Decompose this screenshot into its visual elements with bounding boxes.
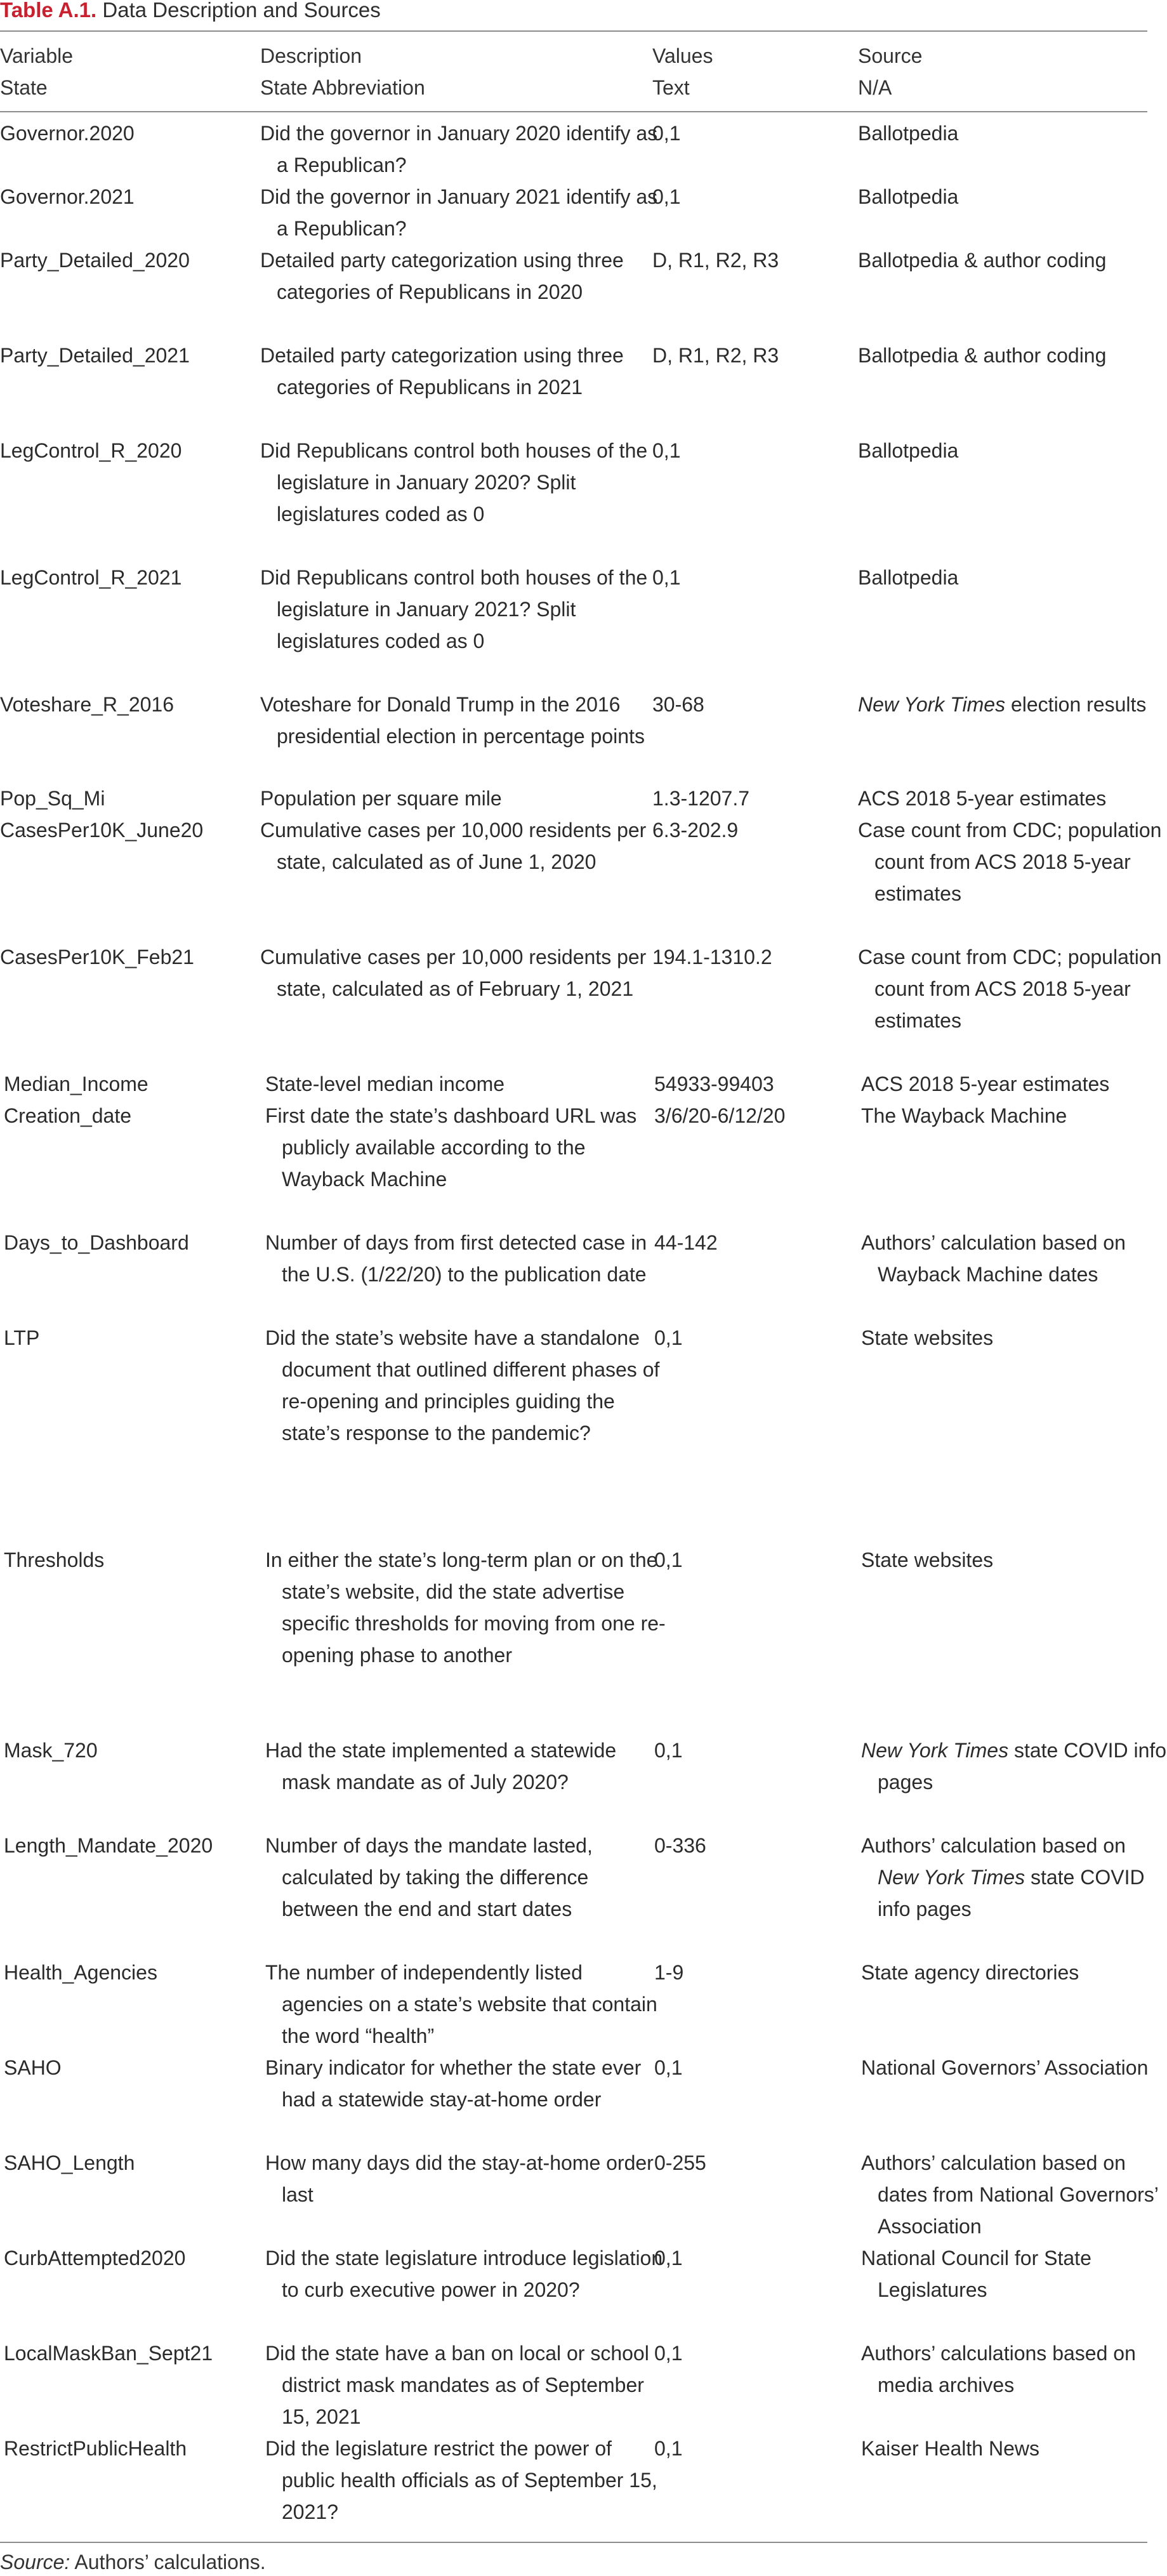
variable-cell: Days_to_Dashboard: [4, 1231, 189, 1254]
description-cell: Population per square mile: [260, 787, 502, 810]
variable-cell: Creation_date: [4, 1104, 132, 1127]
source-cell: [861, 2433, 1167, 2464]
variable-cell: CasesPer10K_Feb21: [0, 946, 194, 968]
values-cell: 0,1: [654, 2437, 683, 2460]
source-text: State agency directories: [861, 1961, 1079, 1984]
values-cell: 0,1: [654, 1739, 683, 1762]
values-cell: 0,1: [652, 122, 681, 145]
description-cell: Did the state’s website have a standalone document that outlined different phases of re-opening and principles guiding the state’s response to the pandemic?: [265, 1326, 660, 1444]
variable-cell: Mask_720: [4, 1739, 98, 1762]
source-cell: [861, 2147, 1167, 2242]
source-cell: [861, 1544, 1167, 1576]
column-header-variable: Variable State: [0, 44, 74, 99]
source-text: Authors’ calculation based on: [861, 1834, 1126, 1857]
description-cell: Number of days from first detected case in the U.S. (1/22/20) to the publication date: [265, 1231, 647, 1286]
description-cell: The number of independently listed agencies on a state’s website that contain the word “health”: [265, 1961, 657, 2047]
source-text: Authors’ calculation based on Wayback Machine dates: [861, 1231, 1126, 1286]
values-cell: 44-142: [654, 1231, 718, 1254]
description-cell: First date the state’s dashboard URL was publicly available according to the Wayback Machine: [265, 1104, 637, 1191]
source-text: Ballotpedia: [858, 185, 959, 208]
description-cell: Had the state implemented a statewide mask mandate as of July 2020?: [265, 1739, 617, 1793]
description-cell: Did the governor in January 2020 identify as a Republican?: [260, 122, 658, 176]
description-cell: Cumulative cases per 10,000 residents per state, calculated as of June 1, 2020: [260, 819, 647, 873]
variable-cell: Governor.2021: [0, 185, 135, 208]
source-cell: [858, 181, 1164, 213]
source-cell: [858, 340, 1164, 371]
source-text: State websites: [861, 1326, 994, 1349]
source-text-after: state COVID info pages: [878, 1866, 1145, 1920]
description-cell: In either the state’s long-term plan or on the state’s website, did the state advertise specific thresholds for moving from one re-opening phase to another: [265, 1549, 666, 1667]
variable-cell: Governor.2020: [0, 122, 135, 145]
values-cell: 0-255: [654, 2151, 706, 2174]
source-cell: [858, 814, 1164, 909]
values-cell: D, R1, R2, R3: [652, 249, 779, 272]
source-text-after: state COVID info pages: [878, 1739, 1167, 1793]
source-text: Authors’ calculation based on dates from National Governors’ Association: [861, 2151, 1158, 2238]
variable-cell: LegControl_R_2020: [0, 439, 182, 462]
values-cell: 0,1: [654, 2056, 683, 2079]
source-cell: [861, 1068, 1167, 1100]
source-text: Case count from CDC; population count from ACS 2018 5-year estimates: [858, 946, 1162, 1032]
variable-cell: Length_Mandate_2020: [4, 1834, 213, 1857]
variable-cell: LegControl_R_2021: [0, 566, 182, 589]
values-cell: 6.3-202.9: [652, 819, 739, 842]
source-emphasis: New York Times: [858, 693, 1006, 716]
source-cell: [858, 244, 1164, 276]
values-cell: 1.3-1207.7: [652, 787, 750, 810]
variable-cell: Party_Detailed_2021: [0, 344, 190, 367]
description-cell: State-level median income: [265, 1073, 505, 1095]
table-title: Data Description and Sources: [102, 0, 381, 22]
values-cell: 0,1: [652, 439, 681, 462]
description-cell: Did the state have a ban on local or school district mask mandates as of September 15, 2021: [265, 2342, 649, 2428]
header-rule: [0, 111, 1147, 112]
bottom-rule: [0, 2542, 1147, 2543]
table-caption: [0, 0, 381, 23]
variable-cell: SAHO_Length: [4, 2151, 135, 2174]
description-cell: Number of days the mandate lasted, calculated by taking the difference between the end and start dates: [265, 1834, 593, 1920]
source-text: Case count from CDC; population count from ACS 2018 5-year estimates: [858, 819, 1162, 905]
variable-cell: RestrictPublicHealth: [4, 2437, 187, 2460]
variable-cell: Health_Agencies: [4, 1961, 157, 1984]
values-cell: 3/6/20-6/12/20: [654, 1104, 786, 1127]
source-text-after: election results: [1005, 693, 1147, 716]
description-cell: Did Republicans control both houses of the legislature in January 2021? Split legislatures coded as 0: [260, 566, 648, 652]
variable-cell: CasesPer10K_June20: [0, 819, 204, 842]
values-cell: 0,1: [654, 1549, 683, 1571]
table-label: Table A.1.: [0, 0, 97, 22]
source-emphasis: New York Times: [861, 1739, 1009, 1762]
source-text: Authors’ calculations based on media archives: [861, 2342, 1136, 2396]
source-text: Ballotpedia & author coding: [858, 344, 1107, 367]
source-cell: [858, 117, 1164, 149]
source-note-label: Source:: [0, 2551, 70, 2573]
values-cell: 54933-99403: [654, 1073, 774, 1095]
description-cell: Detailed party categorization using three categories of Republicans in 2021: [260, 344, 624, 399]
source-cell: [858, 941, 1164, 1036]
values-cell: D, R1, R2, R3: [652, 344, 779, 367]
variable-cell: CurbAttempted2020: [4, 2247, 186, 2269]
values-cell: 0,1: [654, 2247, 683, 2269]
source-text: Ballotpedia & author coding: [858, 249, 1107, 272]
variable-cell: LTP: [4, 1326, 40, 1349]
source-cell: [861, 1322, 1167, 1354]
variable-cell: Party_Detailed_2020: [0, 249, 190, 272]
source-cell: [861, 1100, 1167, 1132]
source-text: National Council for State Legislatures: [861, 2247, 1091, 2301]
source-text: ACS 2018 5-year estimates: [861, 1073, 1110, 1095]
source-cell: [861, 2052, 1167, 2084]
description-cell: How many days did the stay-at-home order last: [265, 2151, 654, 2206]
description-cell: Did the governor in January 2021 identify as a Republican?: [260, 185, 658, 240]
values-cell: 194.1-1310.2: [652, 946, 772, 968]
description-cell: Did Republicans control both houses of the legislature in January 2020? Split legislatures coded as 0: [260, 439, 648, 525]
variable-cell: Thresholds: [4, 1549, 105, 1571]
source-cell: [858, 435, 1164, 466]
values-cell: 0,1: [652, 185, 681, 208]
source-cell: [858, 562, 1164, 593]
values-cell: 30-68: [652, 693, 704, 716]
source-text: Ballotpedia: [858, 122, 959, 145]
source-cell: [861, 2337, 1167, 2401]
values-cell: 0,1: [654, 1326, 683, 1349]
column-header-description: Description State Abbreviation: [260, 44, 425, 99]
source-text: Ballotpedia: [858, 439, 959, 462]
description-cell: Did the state legislature introduce legislation to curb executive power in 2020?: [265, 2247, 663, 2301]
column-header-values: Values Text: [652, 44, 713, 99]
source-text: ACS 2018 5-year estimates: [858, 787, 1107, 810]
column-header-source: Source N/A: [858, 44, 923, 99]
source-text: Ballotpedia: [858, 566, 959, 589]
description-cell: Did the legislature restrict the power of public health officials as of September 15, 2021?: [265, 2437, 657, 2523]
source-cell: [861, 1830, 1167, 1925]
source-text: National Governors’ Association: [861, 2056, 1149, 2079]
source-cell: [861, 2242, 1167, 2306]
variable-cell: Median_Income: [4, 1073, 148, 1095]
description-cell: Detailed party categorization using three categories of Republicans in 2020: [260, 249, 624, 303]
description-cell: Cumulative cases per 10,000 residents per state, calculated as of February 1, 2021: [260, 946, 647, 1000]
source-emphasis: New York Times: [878, 1866, 1025, 1889]
values-cell: 0,1: [652, 566, 681, 589]
variable-cell: LocalMaskBan_Sept21: [4, 2342, 213, 2365]
description-cell: Voteshare for Donald Trump in the 2016 presidential election in percentage points: [260, 693, 645, 748]
description-cell: Binary indicator for whether the state ever had a statewide stay-at-home order: [265, 2056, 642, 2111]
top-rule: [0, 30, 1147, 32]
source-cell: [858, 783, 1164, 814]
source-cell: [861, 1227, 1167, 1290]
variable-cell: SAHO: [4, 2056, 62, 2079]
source-note: [0, 2548, 266, 2576]
values-cell: 0,1: [654, 2342, 683, 2365]
values-cell: 1-9: [654, 1961, 684, 1984]
source-text: Kaiser Health News: [861, 2437, 1039, 2460]
source-note-text: Authors’ calculations.: [70, 2551, 266, 2573]
values-cell: 0-336: [654, 1834, 706, 1857]
source-cell: [858, 689, 1164, 720]
source-cell: [861, 1957, 1167, 1988]
variable-cell: Voteshare_R_2016: [0, 693, 174, 716]
variable-cell: Pop_Sq_Mi: [0, 787, 105, 810]
source-text: State websites: [861, 1549, 994, 1571]
source-text: The Wayback Machine: [861, 1104, 1067, 1127]
source-cell: [861, 1734, 1167, 1798]
